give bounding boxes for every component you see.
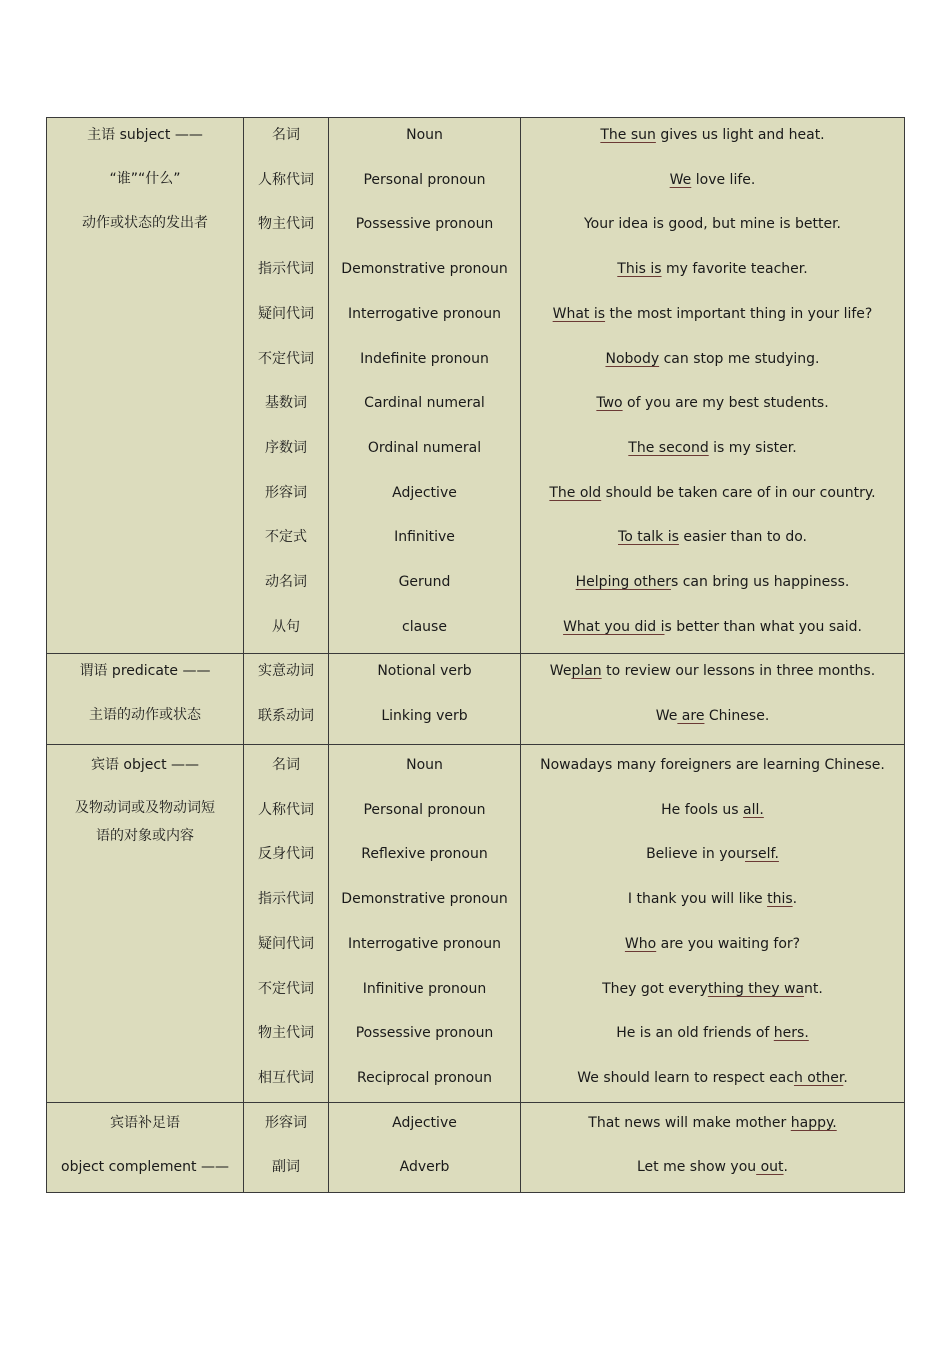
example-sentence: That news will make mother happy. — [588, 1115, 837, 1131]
underlined-sentence-part: all. — [743, 801, 764, 818]
chinese-term: 副词 — [272, 1159, 300, 1176]
english-term: Possessive pronoun — [355, 216, 494, 233]
section-row-predicate — [47, 654, 905, 745]
example-sentence: Nowadays many foreigners are learning Chinese. — [540, 757, 885, 773]
chinese-term: 形容词 — [265, 484, 307, 501]
section-label-line: 及物动词或及物动词短 — [75, 800, 215, 816]
example-sentence: Weplan to review our lessons in three months. — [549, 663, 876, 679]
example-sentence: He is an old friends of hers. — [616, 1025, 809, 1042]
example-sentence: The sun gives us light and heat. — [600, 127, 825, 143]
example-sentence: He fools us all. — [661, 801, 764, 818]
english-term: clause — [402, 618, 447, 635]
chinese-term: 序数词 — [265, 439, 307, 456]
example-cell — [521, 1103, 905, 1193]
chinese-term: 形容词 — [265, 1115, 307, 1131]
underlined-sentence-part: plan — [571, 663, 602, 679]
example-sentence: Two of you are my best students. — [596, 395, 829, 412]
chinese-term: 名词 — [272, 757, 300, 773]
chinese-term: 人称代词 — [258, 801, 314, 818]
chinese-term: 疑问代词 — [258, 935, 314, 952]
example-sentence: Nobody can stop me studying. — [605, 350, 820, 367]
underlined-sentence-part: rself. — [744, 846, 779, 863]
example-sentence: To talk is easier than to do. — [618, 529, 807, 546]
section-label-line: object complement —— — [61, 1159, 229, 1175]
section-label-line: 主语的动作或状态 — [89, 707, 201, 723]
underlined-sentence-part: Nobody — [605, 350, 660, 367]
example-cell — [521, 118, 905, 654]
chinese-term: 指示代词 — [258, 261, 314, 278]
chinese-term: 反身代词 — [258, 846, 314, 863]
underlined-sentence-part: The sun — [600, 127, 656, 143]
english-term: Noun — [406, 127, 443, 143]
english-term-cell — [329, 1103, 521, 1193]
chinese-term: 指示代词 — [258, 891, 314, 908]
english-term: Infinitive pronoun — [362, 980, 487, 997]
underlined-sentence-part: What is — [552, 305, 606, 322]
underlined-sentence-part: Helping other — [575, 574, 671, 590]
english-term-cell — [329, 745, 521, 1103]
section-label-line: 语的对象或内容 — [96, 828, 194, 844]
underlined-sentence-part: thing they wa — [707, 980, 805, 997]
underlined-sentence-part: hers. — [773, 1025, 809, 1042]
underlined-sentence-part: Two — [596, 395, 623, 412]
english-term: Personal pronoun — [363, 801, 486, 818]
chinese-term: 不定式 — [265, 529, 307, 546]
english-term: Notional verb — [377, 663, 472, 679]
underlined-sentence-part: out — [756, 1159, 784, 1176]
english-term: Demonstrative pronoun — [341, 891, 508, 908]
example-cell — [521, 654, 905, 745]
chinese-term-cell — [244, 118, 329, 654]
example-sentence: Let me show you out. — [636, 1159, 788, 1176]
example-sentence: Helping others can bring us happiness. — [575, 574, 850, 590]
english-term: Personal pronoun — [363, 171, 486, 188]
chinese-term: 物主代词 — [258, 216, 314, 233]
example-sentence: We should learn to respect each other. — [577, 1069, 848, 1086]
chinese-term-cell — [244, 654, 329, 745]
example-sentence: We love life. — [669, 171, 756, 188]
section-row-object-complement — [47, 1103, 905, 1193]
example-sentence: What you did is better than what you said. — [563, 618, 862, 635]
example-sentence: They got everything they want. — [602, 980, 823, 997]
chinese-term: 物主代词 — [258, 1025, 314, 1042]
example-sentence: The old should be taken care of in our country. — [549, 484, 876, 501]
chinese-term: 不定代词 — [258, 350, 314, 367]
chinese-term: 不定代词 — [258, 980, 314, 997]
english-term: Linking verb — [381, 707, 468, 724]
section-label-line: “谁”“什么” — [109, 171, 181, 187]
english-term: Interrogative pronoun — [348, 305, 501, 322]
example-cell — [521, 745, 905, 1103]
chinese-term: 人称代词 — [258, 171, 314, 188]
english-term: Reciprocal pronoun — [357, 1069, 492, 1086]
section-label-cell — [47, 745, 244, 1103]
english-term: Adjective — [392, 1115, 457, 1131]
section-label-cell — [47, 118, 244, 654]
english-term: Indefinite pronoun — [360, 350, 489, 367]
example-sentence: Your idea is good, but mine is better. — [583, 216, 841, 233]
underlined-sentence-part: The second — [628, 439, 709, 456]
example-sentence: This is my favorite teacher. — [617, 261, 808, 278]
section-label-cell — [47, 1103, 244, 1193]
chinese-term: 基数词 — [265, 395, 307, 412]
chinese-term: 从句 — [272, 618, 300, 635]
english-term-cell — [329, 654, 521, 745]
underlined-sentence-part: The old — [549, 484, 602, 501]
underlined-sentence-part: happy. — [790, 1115, 837, 1131]
english-term: Cardinal numeral — [364, 395, 485, 412]
example-sentence: Believe in yourself. — [646, 846, 779, 863]
section-label-line: 宾语 object —— — [90, 757, 200, 773]
section-label-line: 宾语补足语 — [110, 1115, 180, 1131]
section-row-subject — [47, 118, 905, 654]
underlined-sentence-part: To talk is — [618, 529, 679, 546]
english-term: Ordinal numeral — [367, 439, 482, 456]
section-row-object — [47, 745, 905, 1103]
chinese-term: 联系动词 — [258, 707, 314, 724]
section-label-line: 谓语 predicate —— — [79, 663, 211, 679]
english-term: Reflexive pronoun — [361, 846, 488, 863]
underlined-sentence-part: What you did i — [563, 618, 665, 635]
table-body — [47, 118, 905, 1193]
example-sentence: I thank you will like this. — [627, 891, 798, 908]
english-term: Adjective — [392, 484, 457, 501]
chinese-term: 疑问代词 — [258, 305, 314, 322]
english-term: Infinitive — [394, 529, 455, 546]
chinese-term-cell — [244, 1103, 329, 1193]
english-term: Noun — [406, 757, 443, 773]
underlined-sentence-part: h other — [793, 1069, 844, 1086]
section-label-cell — [47, 654, 244, 745]
example-sentence: What is the most important thing in your life? — [552, 305, 873, 322]
english-term: Adverb — [399, 1159, 450, 1176]
example-sentence: Who are you waiting for? — [624, 935, 801, 952]
example-sentence: We are Chinese. — [655, 707, 770, 724]
english-term: Interrogative pronoun — [348, 935, 501, 952]
english-term: Possessive pronoun — [355, 1025, 494, 1042]
underlined-sentence-part: are — [677, 707, 705, 724]
underlined-sentence-part: We — [669, 171, 692, 188]
section-label-line: 动作或状态的发出者 — [82, 215, 208, 231]
grammar-table — [46, 117, 905, 1193]
chinese-term: 名词 — [272, 127, 300, 143]
english-term: Gerund — [398, 574, 451, 590]
chinese-term: 动名词 — [265, 574, 307, 590]
underlined-sentence-part: Who — [624, 935, 657, 952]
chinese-term: 实意动词 — [258, 663, 314, 679]
example-sentence: The second is my sister. — [628, 439, 797, 456]
english-term: Demonstrative pronoun — [341, 261, 508, 278]
chinese-term-cell — [244, 745, 329, 1103]
chinese-term: 相互代词 — [258, 1069, 314, 1086]
english-term-cell — [329, 118, 521, 654]
underlined-sentence-part: this — [767, 891, 793, 908]
section-label-line: 主语 subject —— — [87, 127, 203, 143]
underlined-sentence-part: This is — [617, 261, 662, 278]
